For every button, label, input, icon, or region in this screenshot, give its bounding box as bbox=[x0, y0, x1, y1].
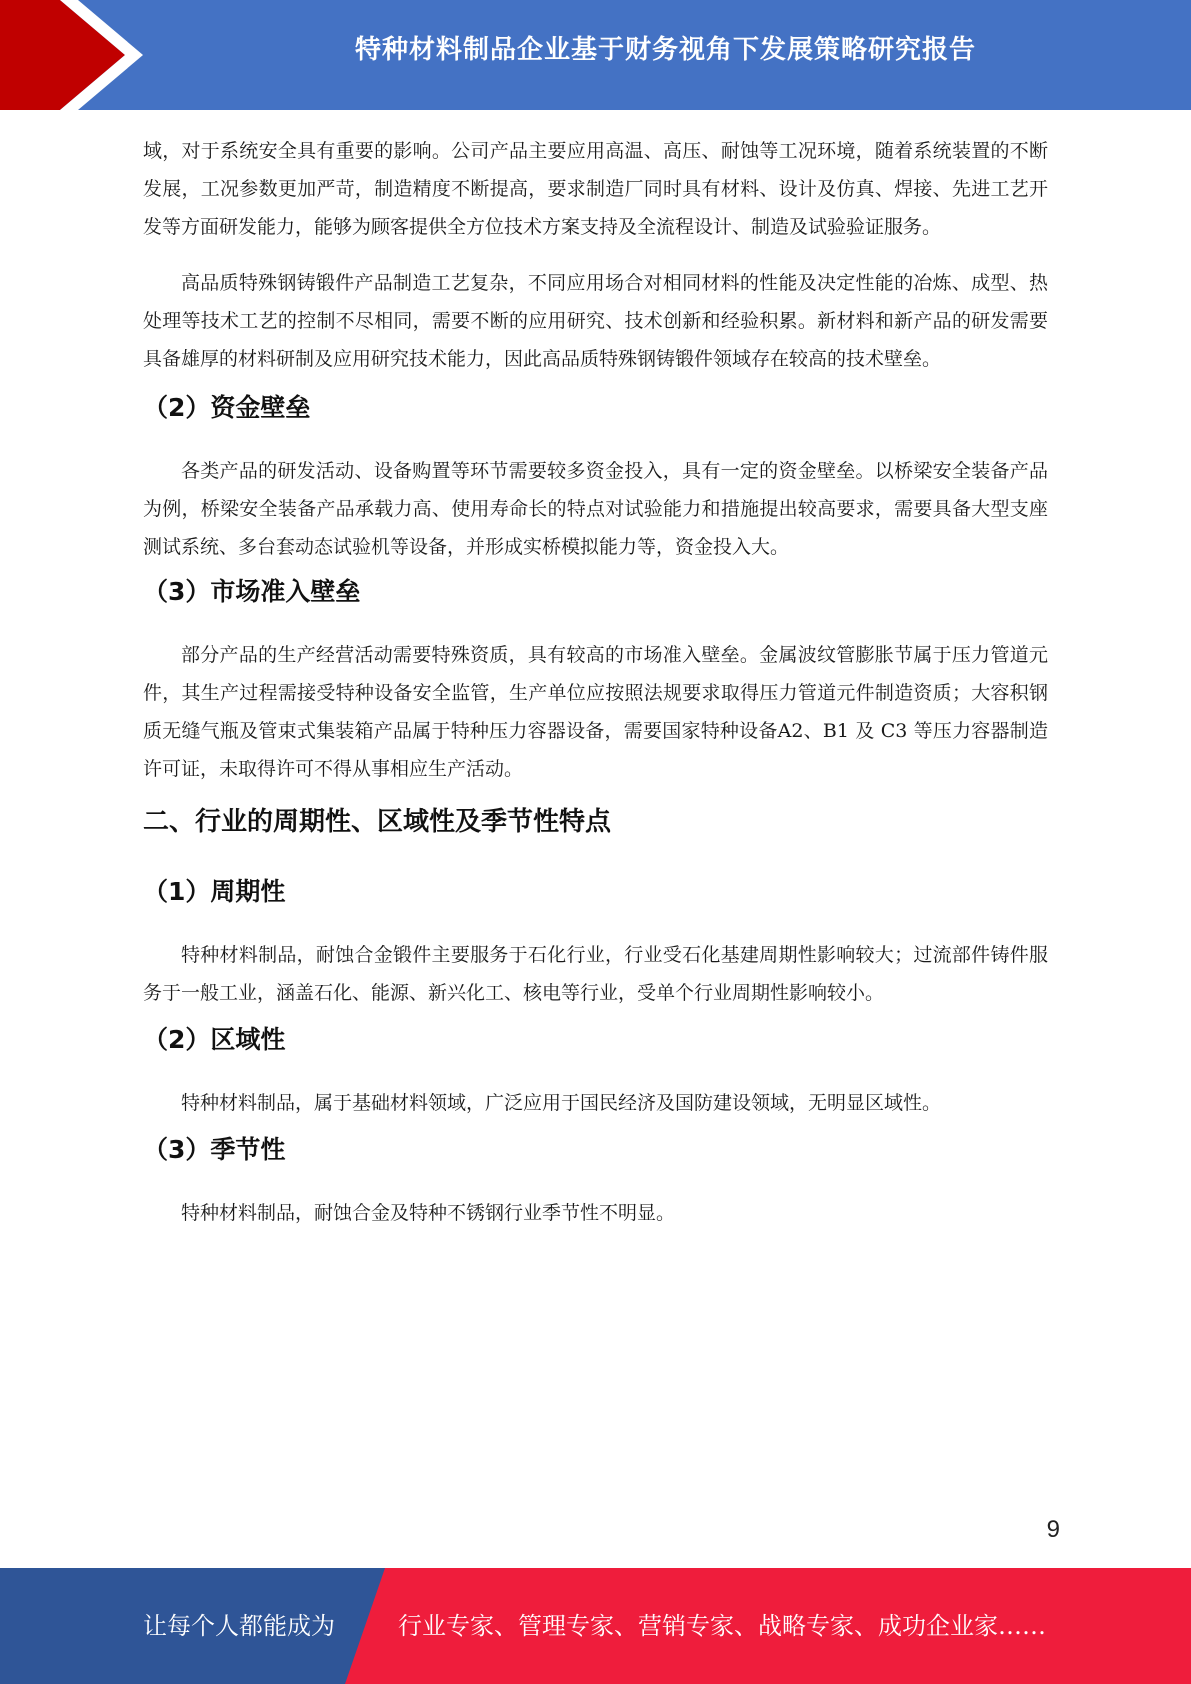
page-number: 9 bbox=[1046, 1516, 1060, 1543]
paragraph: 特种材料制品，属于基础材料领域，广泛应用于国民经济及国防建设领域，无明显区域性。 bbox=[181, 1092, 942, 1114]
subsection-heading: （3）市场准入壁垒 bbox=[143, 577, 361, 606]
paragraph: 部分产品的生产经营活动需要特殊资质，具有较高的市场准入壁垒。金属波纹管膨胀节属于压力管道元件，其生产过程需接受特种设备安全监管，生产单位应按照法规要求取得压力管道元件制造资质；大容积钢质无缝气瓶及管束式集装箱产品属于特种压力容器设备，需要国家特种设备A2、B1 及 C3 等压力容器制造许可证，未取得许可不得从事相应生产活动。 bbox=[143, 644, 1048, 780]
subsection-heading: （2）区域性 bbox=[143, 1025, 286, 1054]
subsection-heading: （1）周期性 bbox=[143, 877, 286, 906]
subsection-heading: （3）季节性 bbox=[143, 1135, 286, 1164]
page-footer bbox=[0, 1568, 1191, 1684]
paragraph: 各类产品的研发活动、设备购置等环节需要较多资金投入，具有一定的资金壁垒。以桥梁安全装备产品为例，桥梁安全装备产品承载力高、使用寿命长的特点对试验能力和措施提出较高要求，需要具备大型支座测试系统、多台套动态试验机等设备，并形成实桥模拟能力等，资金投入大。 bbox=[143, 460, 1048, 558]
footer-slogan-left: 让每个人都能成为 bbox=[143, 1612, 335, 1640]
page-header bbox=[0, 0, 1191, 110]
paragraph: 特种材料制品，耐蚀合金锻件主要服务于石化行业，行业受石化基建周期性影响较大；过流部件铸件服务于一般工业，涵盖石化、能源、新兴化工、核电等行业，受单个行业周期性影响较小。 bbox=[143, 944, 1048, 1004]
document-body bbox=[143, 132, 1048, 1232]
header-arrow-decoration bbox=[0, 0, 160, 110]
paragraph: 域，对于系统安全具有重要的影响。公司产品主要应用高温、高压、耐蚀等工况环境，随着系统装置的不断发展，工况参数更加严苛，制造精度不断提高，要求制造厂同时具有材料、设计及仿真、焊接、先进工艺开发等方面研发能力，能够为顾客提供全方位技术方案支持及全流程设计、制造及试验验证服务。 bbox=[143, 140, 1048, 238]
paragraph: 高品质特殊钢铸锻件产品制造工艺复杂，不同应用场合对相同材料的性能及决定性能的冶炼、成型、热处理等技术工艺的控制不尽相同，需要不断的应用研究、技术创新和经验积累。新材料和新产品的研发需要具备雄厚的材料研制及应用研究技术能力，因此高品质特殊钢铸锻件领域存在较高的技术壁垒。 bbox=[143, 272, 1048, 370]
footer-slogan-right: 行业专家、管理专家、营销专家、战略专家、成功企业家…… bbox=[398, 1612, 1046, 1640]
header-title: 特种材料制品企业基于财务视角下发展策略研究报告 bbox=[354, 35, 976, 65]
section-heading: 二、行业的周期性、区域性及季节性特点 bbox=[143, 807, 612, 837]
paragraph: 特种材料制品，耐蚀合金及特种不锈钢行业季节性不明显。 bbox=[181, 1202, 676, 1224]
subsection-heading: （2）资金壁垒 bbox=[143, 393, 311, 422]
